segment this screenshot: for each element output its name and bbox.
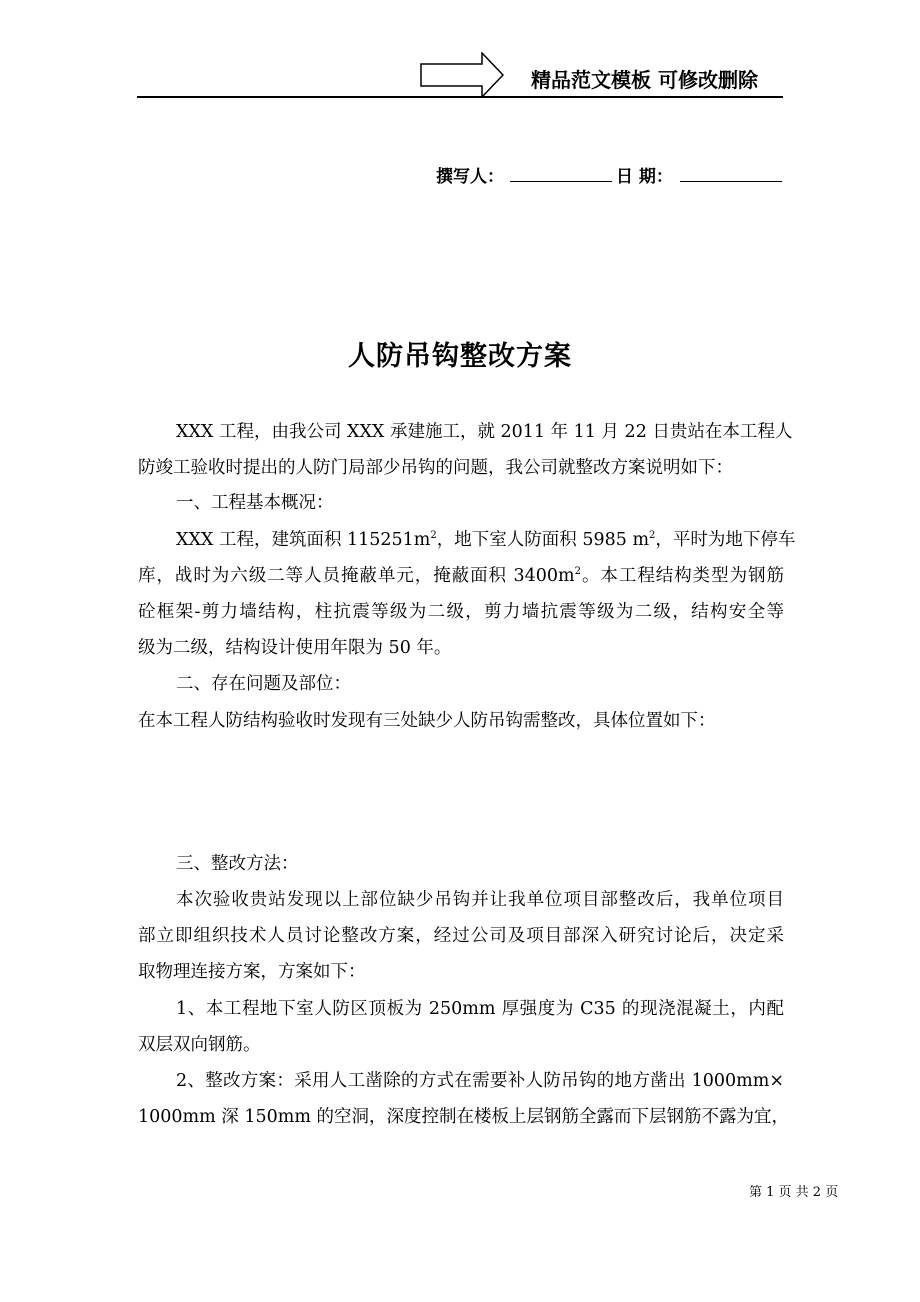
paragraph-line: 1000mm 深 150mm 的空洞，深度控制在楼板上层钢筋全露而下层钢筋不露为宜， (138, 1107, 790, 1127)
section-heading: 一、工程基本概况： (176, 493, 334, 513)
paragraph-line: 防竣工验收时提出的人防门局部少吊钩的问题，我公司就整改方案说明如下： (138, 458, 733, 478)
paragraph-line: XXX 工程，建筑面积 $115251m^2$，地下室人防面积 5985 $m^2$，平时为地下停车 (176, 530, 796, 550)
paragraph-line: 1、本工程地下室人防区顶板为 250mm 厚强度为 C35 的现浇混凝土，内配 (176, 999, 784, 1019)
paragraph-line: 级为二级，结构设计使用年限为 50 年。 (138, 638, 452, 658)
paragraph-line: 取物理连接方案，方案如下： (138, 962, 366, 982)
section-heading: 三、整改方法： (176, 854, 299, 874)
page-number: 第 1 页 共 2 页 (749, 1185, 839, 1200)
author-field[interactable] (510, 181, 612, 182)
header-divider (137, 96, 783, 98)
author-date-row (436, 158, 782, 186)
arrow-right-icon (420, 52, 504, 98)
paragraph-line: 2、整改方案：采用人工凿除的方式在需要补人防吊钩的地方凿出 1000mm× (176, 1071, 784, 1091)
paragraph-line: 本次验收贵站发现以上部位缺少吊钩并让我单位项目部整改后，我单位项目 (176, 890, 784, 910)
paragraph-line: 部立即组织技术人员讨论整改方案，经过公司及项目部深入研究讨论后，决定采 (138, 926, 784, 946)
section-heading: 二、存在问题及部位： (176, 674, 351, 694)
author-label: 撰写人： (436, 167, 504, 187)
paragraph-line: 库，战时为六级二等人员掩蔽单元，掩蔽面积 $3400m^2$。本工程结构类型为钢筋 (138, 566, 784, 586)
date-label: 日 期： (616, 167, 673, 187)
date-field[interactable] (680, 181, 782, 182)
paragraph-line: 砼框架-剪力墙结构，柱抗震等级为二级，剪力墙抗震等级为二级，结构安全等 (138, 602, 784, 622)
paragraph-line: 双层双向钢筋。 (138, 1035, 261, 1055)
paragraph-line: 在本工程人防结构验收时发现有三处缺少人防吊钩需整改，具体位置如下： (138, 711, 716, 731)
document-title: 人防吊钩整改方案 (348, 341, 572, 372)
header-title: 精品范文模板 可修改删除 (531, 68, 758, 92)
paragraph-line: XXX 工程，由我公司 XXX 承建施工，就 2011 年 11 月 22 日贵站在本工程人 (176, 422, 793, 442)
